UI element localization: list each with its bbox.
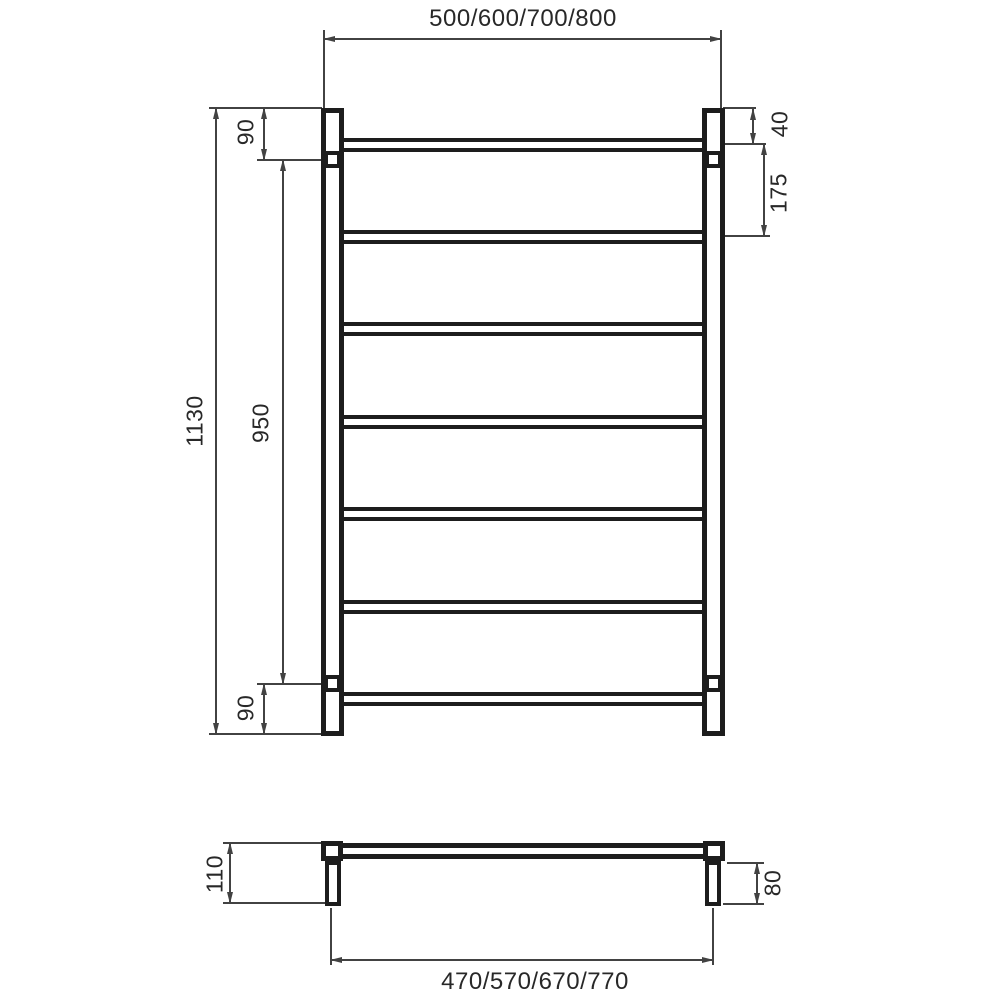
side-bracket-head-right <box>703 841 725 861</box>
side-bracket-head-left <box>321 841 343 861</box>
rung-bar-4 <box>341 415 705 429</box>
depth-label: 110 <box>201 854 228 894</box>
extension-line <box>257 683 324 685</box>
side-bracket-stem-left <box>325 861 341 906</box>
dimension-line-overall-width <box>324 38 721 40</box>
extension-line <box>223 902 325 904</box>
rail-right <box>702 108 725 736</box>
dimension-line-bottom-offset <box>263 684 265 734</box>
side-rail-tube <box>342 843 704 859</box>
rung-bar-6 <box>341 600 705 614</box>
rail-left <box>321 108 344 736</box>
bar-spacing-label: 175 <box>765 173 792 213</box>
dimension-line-bracket-height <box>756 863 758 904</box>
dimension-line-depth <box>229 843 231 903</box>
overall-width-label: 500/600/700/800 <box>429 5 617 32</box>
bottom-offset-label: 90 <box>232 694 259 722</box>
extension-line <box>257 159 324 161</box>
mount-bracket-top-left <box>324 151 341 168</box>
rung-bar-3 <box>341 322 705 336</box>
top-bar-offset-label: 40 <box>766 110 793 138</box>
extension-line <box>223 842 321 844</box>
rung-bar-1 <box>341 138 705 152</box>
top-offset-label: 90 <box>232 118 259 146</box>
dimension-line-bar-spacing <box>763 144 765 236</box>
extension-line <box>723 143 766 145</box>
dimension-line-mount-span <box>282 160 284 684</box>
dimension-line-overall-height <box>215 108 217 734</box>
mount-span-label: 950 <box>247 403 274 443</box>
overall-height-label: 1130 <box>181 395 208 447</box>
rung-bar-2 <box>341 230 705 244</box>
mount-width-label: 470/570/670/770 <box>441 968 629 995</box>
dimension-line-mount-width <box>331 959 713 961</box>
rung-bar-5 <box>341 507 705 521</box>
mount-bracket-bottom-right <box>705 675 722 692</box>
bracket-height-label: 80 <box>759 869 786 897</box>
rung-bar-7 <box>341 692 705 706</box>
mount-bracket-top-right <box>705 151 722 168</box>
side-bracket-stem-right <box>705 861 721 906</box>
dimension-line-top-bar-offset <box>752 109 754 144</box>
mount-bracket-bottom-left <box>324 675 341 692</box>
dimension-line-top-offset <box>263 108 265 160</box>
